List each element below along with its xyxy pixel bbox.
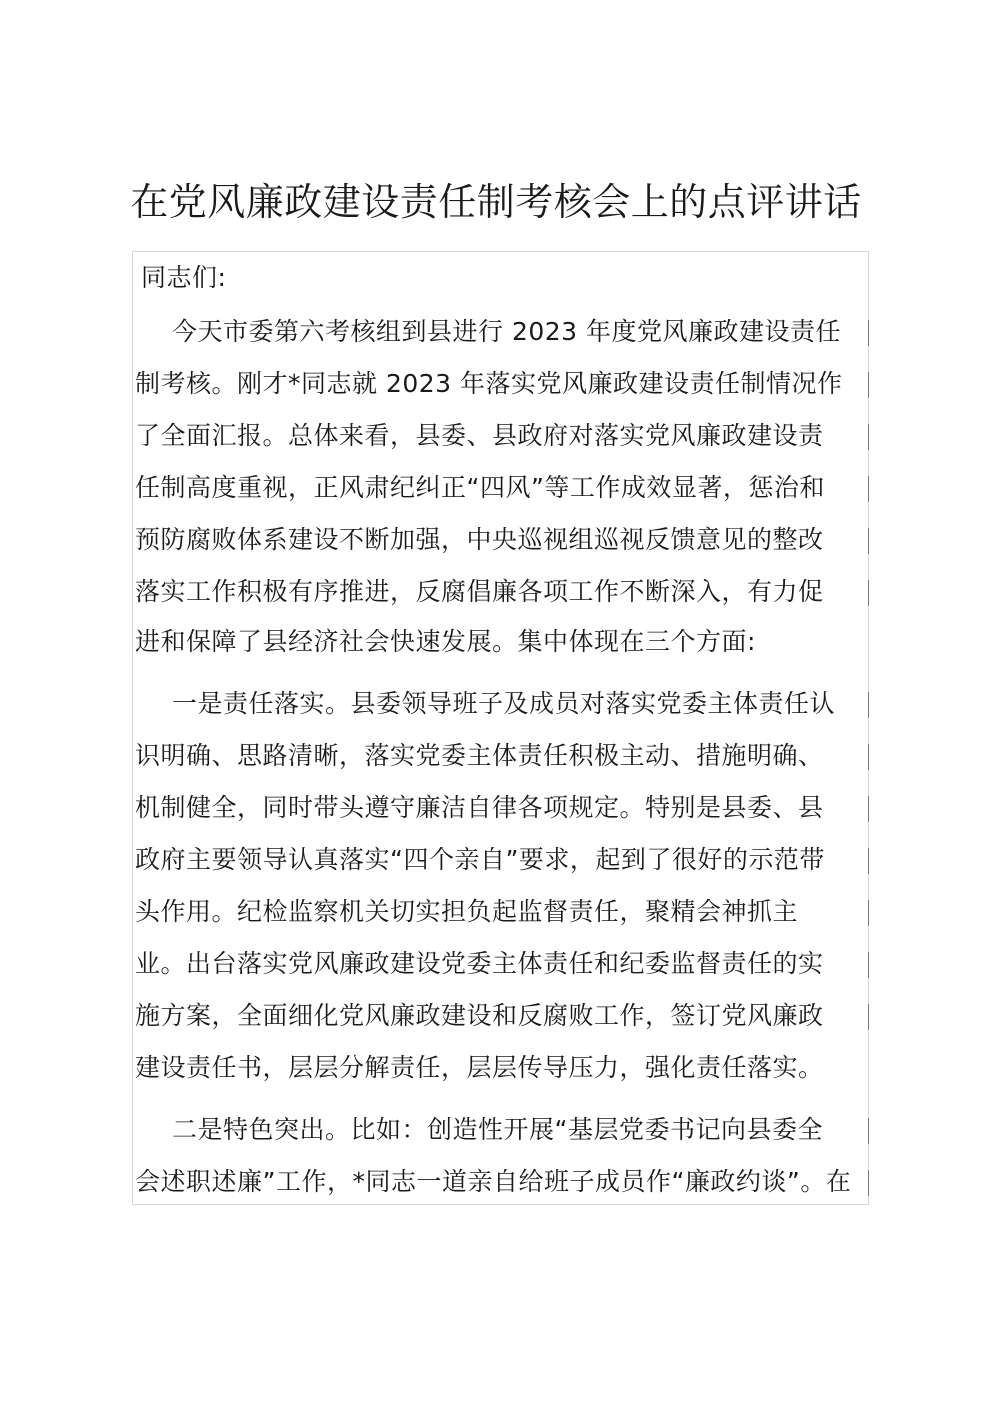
paragraph-2-line-1: 一是责任落实。县委领导班子及成员对落实党委主体责任认 <box>172 689 836 718</box>
edge-mark <box>868 952 869 978</box>
paragraph-1-line-5: 预防腐败体系建设不断加强，中央巡视组巡视反馈意见的整改 <box>135 525 824 554</box>
edge-mark <box>868 796 869 822</box>
document-title: 在党风廉政建设责任制考核会上的点评讲话 <box>130 180 862 224</box>
paragraph-1-line-7: 进和保障了县经济社会快速发展。集中体现在三个方面: <box>135 627 756 656</box>
paragraph-2-line-6: 业。出台落实党风廉政建设党委主体责任和纪委监督责任的实 <box>135 949 824 978</box>
edge-mark <box>868 692 869 718</box>
paragraph-1-line-3: 了全面汇报。总体来看，县委、县政府对落实党风廉政建设责 <box>135 421 824 450</box>
edge-mark <box>868 580 869 606</box>
paragraph-2-line-7: 施方案，全面细化党风廉政建设和反腐败工作，签订党风廉政 <box>135 1001 824 1030</box>
paragraph-1-line-1: 今天市委第六考核组到县进行 2023 年度党风廉政建设责任 <box>172 317 842 346</box>
edge-mark <box>868 528 869 554</box>
paragraph-3-line-2: 会述职述廉”工作，*同志一道亲自给班子成员作“廉政约谈”。在 <box>135 1167 852 1196</box>
paragraph-1-line-6: 落实工作积极有序推进，反腐倡廉各项工作不断深入，有力促 <box>135 577 824 606</box>
paragraph-2-line-8: 建设责任书，层层分解责任，层层传导压力，强化责任落实。 <box>135 1053 824 1082</box>
paragraph-2-line-5: 头作用。纪检监察机关切实担负起监督责任，聚精会神抓主 <box>135 897 799 926</box>
edge-mark <box>868 476 869 502</box>
paragraph-1-line-4: 任制高度重视，正风肃纪纠正“四风”等工作成效显著，惩治和 <box>135 473 825 502</box>
edge-mark <box>868 1118 869 1144</box>
paragraph-2-line-2: 识明确、思路清晰，落实党委主体责任积极主动、措施明确、 <box>135 741 824 770</box>
paragraph-3-line-1: 二是特色突出。比如：创造性开展“基层党委书记向县委全 <box>172 1115 823 1144</box>
edge-mark <box>868 848 869 874</box>
edge-mark <box>868 1170 869 1196</box>
edge-mark <box>868 1004 869 1030</box>
edge-mark <box>868 424 869 450</box>
edge-mark <box>868 900 869 926</box>
paragraph-2-line-4: 政府主要领导认真落实“四个亲自”要求，起到了很好的示范带 <box>135 845 825 874</box>
greeting: 同志们: <box>141 263 227 292</box>
edge-mark <box>868 320 869 346</box>
edge-mark <box>868 372 869 398</box>
paragraph-2-line-3: 机制健全，同时带头遵守廉洁自律各项规定。特别是县委、县 <box>135 793 824 822</box>
edge-mark <box>868 744 869 770</box>
paragraph-1-line-2: 制考核。刚才*同志就 2023 年落实党风廉政建设责任制情况作 <box>135 369 843 398</box>
